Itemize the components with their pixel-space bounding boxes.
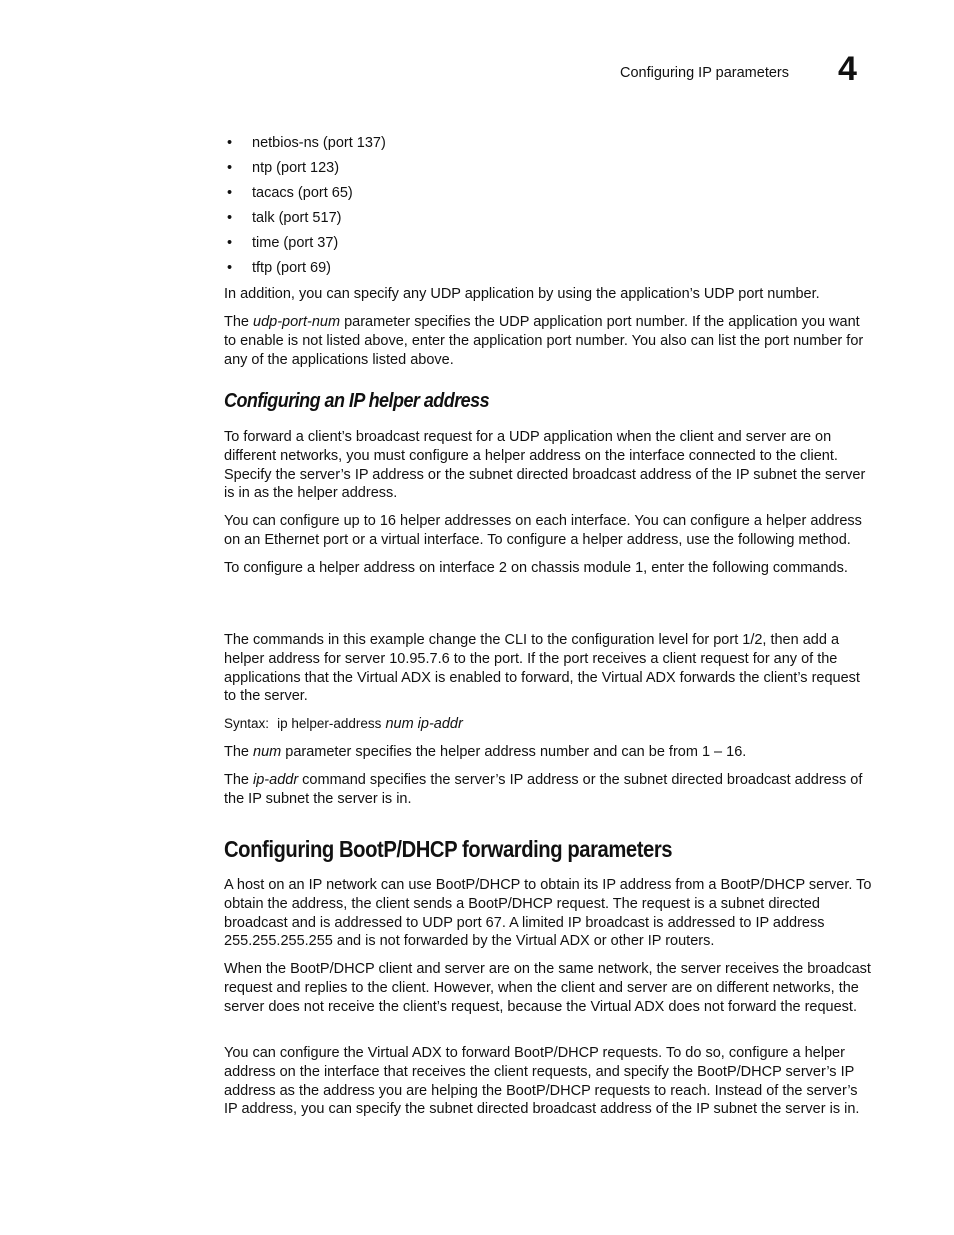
paragraph-helper-example: To configure a helper address on interface 2 on chassis module 1, enter the following commands. bbox=[224, 560, 848, 576]
list-item: • talk (port 517) bbox=[227, 210, 342, 226]
subheading-ip-helper: Configuring an IP helper address bbox=[224, 390, 490, 412]
paragraph-udp-port-num: The udp-port-num parameter specifies the UDP application port number. If the application you want to enable is not listed above, enter the application port number. You also can list the port number for any of the applications listed above. bbox=[224, 314, 864, 368]
bullet-icon: • bbox=[227, 160, 233, 176]
udp-port-list bbox=[224, 134, 386, 284]
paragraph-helper-explanation: The commands in this example change the CLI to the configuration level for port 1/2, then add a helper address for server 10.95.7.6 to the port. If the port receives a client request for any of the applications that the Virtual ADX is enabled to forward, the Virtual ADX forwards the client’s request to the server. bbox=[224, 632, 860, 705]
paragraph-helper-intro: To forward a client’s broadcast request for a UDP application when the client and server are on different networks, you must configure a helper address on the interface connected to the client. Specify the server’s IP address or the subnet directed broadcast address of the IP subnet the server is in as the helper address. bbox=[224, 429, 866, 502]
chapter-number: 4 bbox=[838, 50, 857, 88]
list-item: • tftp (port 69) bbox=[227, 260, 331, 276]
bullet-icon: • bbox=[227, 235, 233, 251]
running-header: Configuring IP parameters bbox=[620, 65, 789, 81]
paragraph-bootp-same-network: When the BootP/DHCP client and server are on the same network, the server receives the broadcast request and replies to the client. However, when the client and server are on different networks, the server does not receive the client’s request, because the Virtual ADX does not forward the request. bbox=[224, 961, 871, 1015]
bullet-icon: • bbox=[227, 210, 233, 226]
syntax-line: Syntax: ip helper-address num ip-addr bbox=[224, 716, 463, 732]
paragraph-bootp-configure: You can configure the Virtual ADX to forward BootP/DHCP requests. To do so, configure a helper address on the interface that receives the client requests, and specify the BootP/DHCP server’s IP address as the address you are helping the BootP/DHCP requests to reach. Instead of the server’s IP address, you can specify the subnet directed broadcast address of the IP subnet the server is in. bbox=[224, 1045, 860, 1118]
paragraph-num-param: The num parameter specifies the helper address number and can be from 1 – 16. bbox=[224, 744, 747, 760]
paragraph-ip-addr-param: The ip-addr command specifies the server’s IP address or the subnet directed broadcast address of the IP subnet the server is in. bbox=[224, 772, 863, 807]
paragraph-helper-count: You can configure up to 16 helper addresses on each interface. You can configure a helper address on an Ethernet port or a virtual interface. To configure a helper address, use the following method. bbox=[224, 513, 862, 548]
bullet-icon: • bbox=[227, 185, 233, 201]
section-heading-bootp: Configuring BootP/DHCP forwarding parameters bbox=[224, 836, 673, 862]
bullet-icon: • bbox=[227, 135, 233, 151]
list-item: • ntp (port 123) bbox=[227, 160, 340, 176]
bullet-icon: • bbox=[227, 260, 233, 276]
paragraph-bootp-intro: A host on an IP network can use BootP/DHCP to obtain its IP address from a BootP/DHCP server. To obtain the address, the client sends a BootP/DHCP request. The request is a subnet directed broadcast and is addressed to UDP port 67. A limited IP broadcast is addressed to IP address 255.255.255.255 and is not forwarded by the Virtual ADX or other IP routers. bbox=[224, 877, 872, 950]
paragraph-udp-any: In addition, you can specify any UDP application by using the application’s UDP port number. bbox=[224, 286, 820, 302]
list-item: • tacacs (port 65) bbox=[227, 185, 353, 201]
list-item: • time (port 37) bbox=[227, 235, 339, 251]
list-item: • netbios-ns (port 137) bbox=[227, 135, 386, 151]
